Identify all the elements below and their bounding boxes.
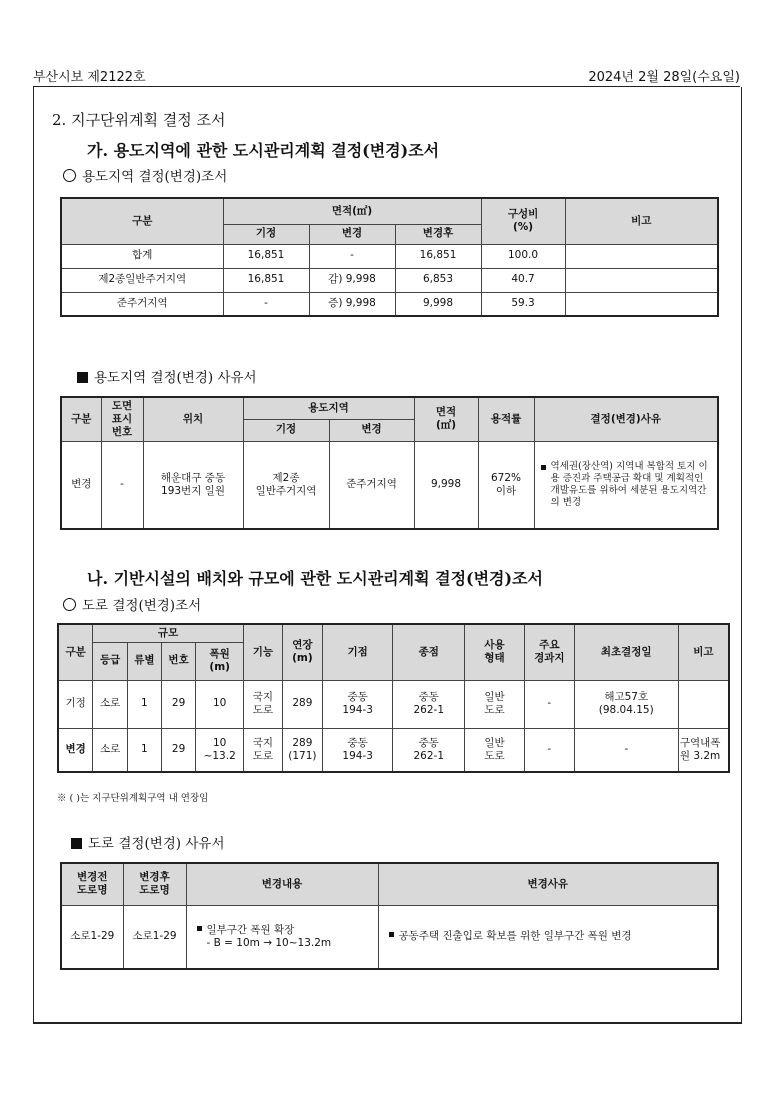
table-row (61, 268, 718, 292)
subsection-b-title: 나. 기반시설의 배치와 규모에 관한 도시관리계획 결정(변경)조서 (87, 569, 543, 588)
road-table (57, 623, 730, 773)
square-bullet-icon (77, 372, 88, 383)
table-cell: - (101, 441, 143, 529)
table-cell: 증) 9,998 (309, 292, 395, 316)
col-header: 구분 (61, 397, 101, 441)
table-cell: 일반 도로 (465, 728, 525, 772)
table-row (58, 680, 729, 728)
table-cell: 29 (161, 728, 196, 772)
col-header: 구분 (61, 198, 223, 244)
table-cell: 변경 (58, 728, 93, 772)
table-cell: 준주거지역 (329, 441, 414, 529)
col-header: 종점 (393, 624, 465, 680)
table-cell: - (574, 728, 678, 772)
col-header: 기능 (243, 624, 282, 680)
table-cell: 16,851 (223, 268, 309, 292)
road-footnote: ※ ( )는 지구단위계획구역 내 연장임 (57, 793, 209, 804)
table-cell: 9,998 (414, 441, 478, 529)
table-cell (565, 244, 718, 268)
col-header: 비고 (565, 198, 718, 244)
table-cell: 합계 (61, 244, 223, 268)
change-content: 일부구간 폭원 확장 (206, 923, 295, 936)
table-cell: - (223, 292, 309, 316)
table-cell: 289 (171) (282, 728, 322, 772)
subsection-a-title: 가. 용도지역에 관한 도시관리계획 결정(변경)조서 (87, 141, 440, 160)
road-reason-table (60, 862, 719, 970)
col-header: 비고 (678, 624, 729, 680)
col-header: 변경후 도로명 (123, 863, 186, 905)
zone-reason-heading: 용도지역 결정(변경) 사유서 (77, 366, 257, 386)
table-cell: 소로1-29 (123, 905, 186, 969)
table-cell: 16,851 (223, 244, 309, 268)
col-header: 규모 (93, 624, 244, 642)
table-cell: 중동 194-3 (322, 680, 393, 728)
road-change-heading: 도로 결정(변경)조서 (63, 594, 201, 614)
table-cell (565, 292, 718, 316)
zone-reason-table (60, 396, 719, 530)
table-cell: 10 ~13.2 (196, 728, 243, 772)
table-cell: 제2종일반주거지역 (61, 268, 223, 292)
table-cell: 중동 262-1 (393, 680, 465, 728)
page-header (33, 64, 740, 87)
col-header: 등급 (93, 642, 128, 680)
issue-date: 2024년 2월 28일(수요일) (588, 70, 740, 85)
col-header: 구분 (58, 624, 93, 680)
col-header: 변경후 (395, 224, 481, 244)
table-cell: 일반 도로 (465, 680, 525, 728)
table-cell: 제2종 일반주거지역 (243, 441, 329, 529)
table-cell: 289 (282, 680, 322, 728)
table-cell: 기정 (58, 680, 93, 728)
col-header: 최초결정일 (574, 624, 678, 680)
col-header: 변경전 도로명 (61, 863, 123, 905)
table-cell: 해고57호 (98.04.15) (574, 680, 678, 728)
table-cell: 9,998 (395, 292, 481, 316)
table-cell: 소로 (93, 680, 128, 728)
square-bullet-icon (389, 932, 394, 937)
zone-area-table (60, 197, 719, 317)
circle-bullet-icon (63, 598, 76, 611)
col-header: 위치 (143, 397, 243, 441)
table-row (61, 244, 718, 268)
col-header: 기정 (223, 224, 309, 244)
table-cell: 준주거지역 (61, 292, 223, 316)
table-cell: 59.3 (481, 292, 565, 316)
table-cell: - (525, 680, 575, 728)
col-header: 번호 (161, 642, 196, 680)
col-header: 류별 (128, 642, 162, 680)
table-cell (678, 680, 729, 728)
table-cell: 40.7 (481, 268, 565, 292)
road-reason-heading: 도로 결정(변경) 사유서 (71, 832, 225, 852)
table-row (61, 905, 718, 969)
col-header: 도면 표시 번호 (101, 397, 143, 441)
table-row (58, 728, 729, 772)
reason-text: 역세권(장산역) 지역내 복합적 토지 이용 증진과 주택공급 확대 및 계획적인 개발유도를 위하여 세분된 용도지역간의 변경 (550, 461, 708, 508)
table-cell: 구역내폭 원 3.2m (678, 728, 729, 772)
square-bullet-icon (197, 926, 202, 931)
col-header: 변경 (309, 224, 395, 244)
table-cell: 국지 도로 (243, 728, 282, 772)
col-header: 용도지역 (243, 397, 414, 419)
table-row (61, 292, 718, 316)
square-bullet-icon (541, 465, 546, 470)
col-header: 사용 형태 (465, 624, 525, 680)
gazette-issue: 부산시보 제2122호 (33, 70, 146, 85)
square-bullet-icon (71, 838, 82, 849)
table-cell: 중동 262-1 (393, 728, 465, 772)
table-cell: 672% 이하 (478, 441, 534, 529)
table-cell: 100.0 (481, 244, 565, 268)
table-cell: 중동 194-3 (322, 728, 393, 772)
col-header: 용적률 (478, 397, 534, 441)
table-cell: 감) 9,998 (309, 268, 395, 292)
table-cell: - (525, 728, 575, 772)
table-cell: 소로1-29 (61, 905, 123, 969)
table-cell: 1 (128, 728, 162, 772)
col-header: 결정(변경)사유 (534, 397, 718, 441)
table-cell: 변경 (61, 441, 101, 529)
col-header: 면적 (㎡) (414, 397, 478, 441)
zone-change-heading: 용도지역 결정(변경)조서 (63, 165, 227, 185)
table-cell: 6,853 (395, 268, 481, 292)
col-header: 변경내용 (186, 863, 378, 905)
table-cell (565, 268, 718, 292)
col-header: 기정 (243, 419, 329, 441)
col-header: 기점 (322, 624, 393, 680)
change-detail: - B = 10m → 10~13.2m (206, 936, 332, 949)
table-cell: 해운대구 중동 193번지 일원 (143, 441, 243, 529)
section-title: 2. 지구단위계획 결정 조서 (52, 111, 226, 129)
table-cell: 29 (161, 680, 196, 728)
col-header: 연장 (m) (282, 624, 322, 680)
col-header: 변경 (329, 419, 414, 441)
table-cell: 10 (196, 680, 243, 728)
col-header: 구성비 (%) (481, 198, 565, 244)
col-header: 면적(㎡) (223, 198, 481, 224)
table-cell: - (309, 244, 395, 268)
table-cell: 소로 (93, 728, 128, 772)
col-header: 주요 경과지 (525, 624, 575, 680)
circle-bullet-icon (63, 169, 76, 182)
table-row (61, 441, 718, 529)
change-reason: 공동주택 진출입로 확보를 위한 일부구간 폭원 변경 (398, 930, 632, 943)
table-cell: 16,851 (395, 244, 481, 268)
table-cell: 1 (128, 680, 162, 728)
table-cell: 국지 도로 (243, 680, 282, 728)
col-header: 폭원 (m) (196, 642, 243, 680)
col-header: 변경사유 (378, 863, 718, 905)
